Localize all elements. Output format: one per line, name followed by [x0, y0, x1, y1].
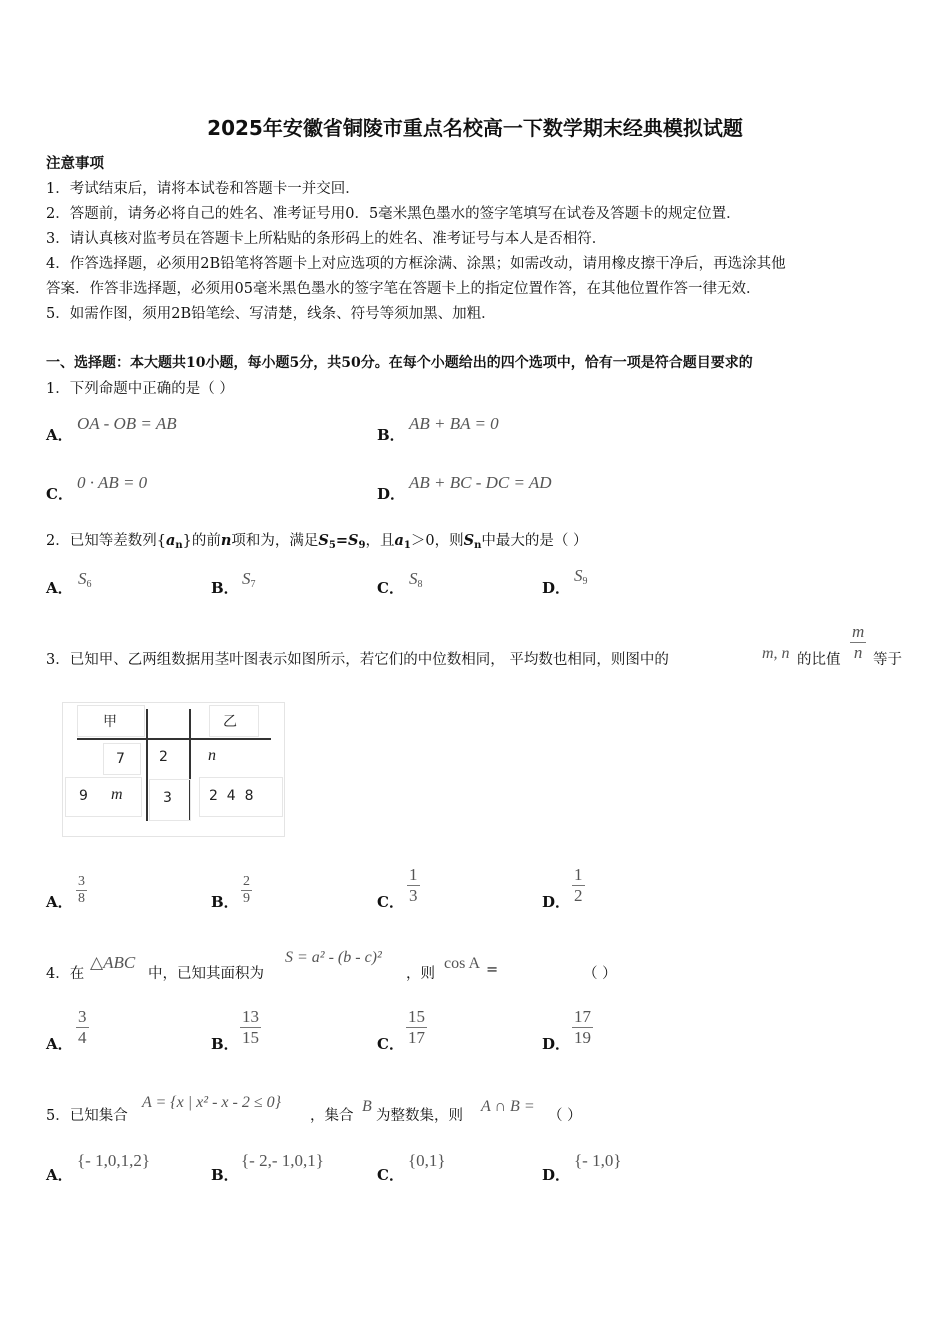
- q5-set-b: B: [362, 1098, 372, 1115]
- q4-label-b: B．: [211, 1035, 239, 1053]
- q1-label-b: B．: [377, 426, 405, 444]
- q1-stem: 1．下列命题中正确的是（ ）: [46, 381, 234, 397]
- q5-intersection: A ∩ B =: [481, 1098, 535, 1115]
- row1-right: n: [208, 747, 216, 764]
- q5-label-d: D．: [542, 1166, 571, 1184]
- row2-left-b: m: [111, 786, 123, 803]
- q4-cos: cos A: [444, 955, 480, 972]
- q2-option-d: $S_9$: [574, 566, 588, 587]
- q5-set-a: A = {x | x² - x - 2 ≤ 0}: [142, 1094, 282, 1111]
- notice-item: 4．作答选择题，必须用2B铅笔将答题卡上对应选项的方框涂满、涂黑；如需改动，请用橡皮擦干净后，再选涂其他: [46, 256, 786, 272]
- q2-label-a: A．: [46, 579, 73, 597]
- q4-label-d: D．: [542, 1035, 571, 1053]
- q4-stem-then: ，则: [406, 966, 435, 982]
- q5-stem-int: 为整数集，则: [376, 1108, 463, 1124]
- q4-formula: S = a² - (b - c)²: [285, 949, 382, 966]
- q5-label-a: A．: [46, 1166, 73, 1184]
- q4-option-b: $\frac{13}{15}$: [242, 1007, 259, 1047]
- q2-label-b: B．: [211, 579, 239, 597]
- q5-label-c: C．: [377, 1166, 404, 1184]
- q3-label-a: A．: [46, 893, 73, 911]
- row1-left: 7: [116, 751, 125, 767]
- q5-option-d: {- 1,0}: [574, 1151, 622, 1170]
- section-heading: 一、选择题：本大题共10小题，每小题5分，共50分。在每个小题给出的四个选项中，恰有一项是符合题目要求的: [46, 355, 753, 371]
- left-header: 甲: [103, 714, 117, 730]
- q3-label-d: D．: [542, 893, 571, 911]
- q5-paren: （ ）: [548, 1108, 582, 1124]
- q3-stem-ratio: 的比值: [797, 652, 841, 668]
- q1-option-b: AB + BA = 0: [409, 414, 499, 433]
- q3-option-a: $\frac{3}{8}$: [78, 874, 85, 907]
- row2-left-a: 9: [79, 788, 88, 804]
- q5-option-b: {- 2,- 1,0,1}: [241, 1151, 324, 1170]
- q3-option-c: $\frac{1}{3}$: [409, 865, 418, 905]
- q4-paren: （ ）: [583, 966, 617, 982]
- q5-label-b: B．: [211, 1166, 239, 1184]
- notice-heading: 注意事项: [46, 155, 104, 172]
- q3-label-c: C．: [377, 893, 404, 911]
- q4-option-a: $\frac{3}{4}$: [78, 1007, 87, 1047]
- notice-item: 答案．作答非选择题，必须用05毫米黑色墨水的签字笔在答题卡上的指定位置作答，在其他位置作答一律无效．: [46, 281, 761, 297]
- q4-triangle: △ABC: [90, 953, 136, 972]
- q4-stem-start: 4．在: [46, 966, 85, 982]
- notice-item: 3．请认真核对监考员在答题卡上所粘贴的条形码上的姓名、准考证号与本人是否相符．: [46, 231, 607, 247]
- page-title: 2025年安徽省铜陵市重点名校高一下数学期末经典模拟试题: [207, 116, 743, 140]
- q2-stem: 2．已知等差数列$\{a_n\}$的前n项和为，满足$S_5=S_9$，且$a_1>0$，则$S_n$中最大的是（ ）: [46, 532, 588, 551]
- q3-stem-end: 等于: [873, 652, 902, 668]
- q4-option-c: $\frac{15}{17}$: [408, 1007, 425, 1047]
- q1-label-a: A．: [46, 426, 73, 444]
- q4-stem-mid: 中，已知其面积为: [148, 966, 264, 982]
- q3-ratio-fraction: $\frac{m}{n}$: [852, 622, 865, 662]
- q3-label-b: B．: [211, 893, 239, 911]
- q3-stem: 3．已知甲、乙两组数据用茎叶图表示如图所示，若它们的中位数相同， 平均数也相同，则图中的: [46, 652, 669, 668]
- q1-label-c: C．: [46, 485, 73, 503]
- q5-option-a: {- 1,0,1,2}: [77, 1151, 150, 1170]
- q1-label-d: D．: [377, 485, 406, 503]
- stem-leaf-diagram: [62, 702, 285, 837]
- notice-item: 2．答题前，请务必将自己的姓名、准考证号用0．5毫米黑色墨水的签字笔填写在试卷及答题卡的规定位置．: [46, 206, 741, 222]
- q3-option-d: $\frac{1}{2}$: [574, 865, 583, 905]
- q2-option-b: $S_7$: [242, 569, 256, 590]
- q1-option-d: AB + BC - DC = AD: [409, 473, 552, 492]
- q3-option-b: $\frac{2}{9}$: [243, 874, 250, 907]
- row2-stem: 3: [163, 790, 172, 806]
- notice-item: 5．如需作图，须用2B铅笔绘、写清楚，线条、符号等须加黑、加粗．: [46, 306, 496, 322]
- notice-item: 1．考试结束后，请将本试卷和答题卡一并交回．: [46, 181, 360, 197]
- q2-option-a: $S_6$: [78, 569, 92, 590]
- right-header: 乙: [223, 714, 237, 730]
- q5-stem-start: 5．已知集合: [46, 1108, 128, 1124]
- q5-stem-mid: ，集合: [310, 1108, 354, 1124]
- q4-eq: =: [486, 962, 499, 978]
- q4-option-d: $\frac{17}{19}$: [574, 1007, 591, 1047]
- q4-label-a: A．: [46, 1035, 73, 1053]
- q3-mn: m, n: [762, 645, 790, 662]
- q1-option-a: OA - OB = AB: [77, 414, 177, 433]
- row2-right: 2 4 8: [209, 788, 254, 804]
- q2-label-d: D．: [542, 579, 571, 597]
- q5-option-c: {0,1}: [408, 1151, 446, 1170]
- q1-option-c: 0 · AB = 0: [77, 473, 148, 492]
- row1-stem: 2: [159, 749, 168, 765]
- q2-option-c: $S_8$: [409, 569, 423, 590]
- q2-label-c: C．: [377, 579, 404, 597]
- q4-label-c: C．: [377, 1035, 404, 1053]
